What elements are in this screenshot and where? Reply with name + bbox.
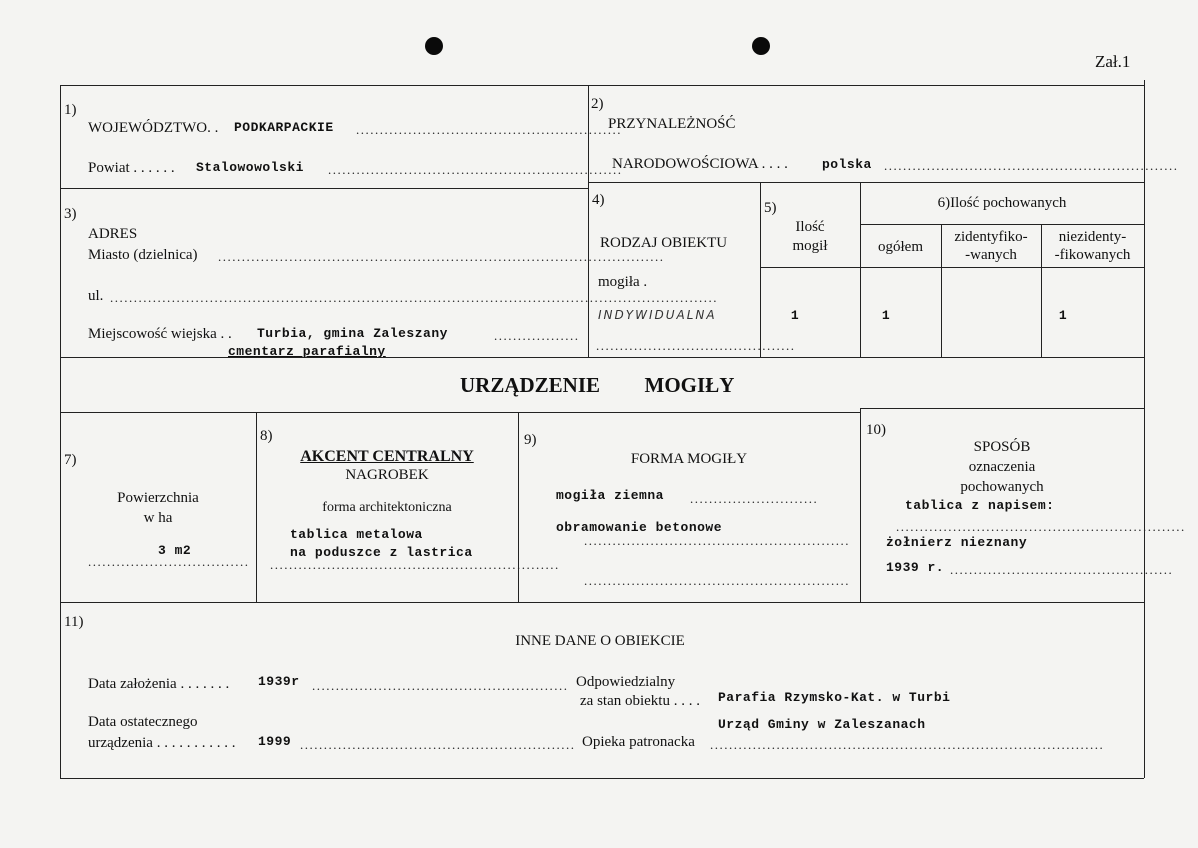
dotted-line: ........................................................ bbox=[584, 533, 850, 548]
nagrobek-value-line-1: tablica metalowa bbox=[290, 527, 423, 542]
sposob-value-line-3: 1939 r. bbox=[886, 560, 945, 575]
akcent-centralny-title: AKCENT CENTRALNY bbox=[300, 448, 474, 465]
zidentyfikowanych-line-2: -wanych bbox=[965, 247, 1017, 263]
forma-mogily-value-line-2: obramowanie betonowe bbox=[556, 520, 723, 535]
powierzchnia-value: 3 m2 bbox=[158, 543, 192, 558]
niezidentyfikowanych-value: 1 bbox=[1058, 308, 1068, 323]
miejscowosc-label: Miejscowość wiejska . . bbox=[88, 326, 232, 342]
forma-mogily-value-line-1: mogiła ziemna bbox=[556, 488, 664, 503]
narodowosc-label-1: PRZYNALEŻNOŚĆ bbox=[608, 116, 736, 132]
section-number: 11) bbox=[64, 614, 84, 630]
sposob-value-line-1: tablica z napisem: bbox=[905, 498, 1055, 513]
section-number: 8) bbox=[260, 428, 273, 444]
urzadzenie-mogily-heading bbox=[460, 373, 734, 398]
dotted-line: .............................................................................................. bbox=[218, 249, 665, 264]
powiat-value: Stalowowolski bbox=[196, 160, 304, 175]
wojewodztwo-label: WOJEWÓDZTWO. . bbox=[88, 120, 219, 136]
dotted-line: ........................................................ bbox=[584, 573, 850, 588]
heading-part-2: MOGIŁY bbox=[644, 373, 735, 397]
miasto-label: Miasto (dzielnica) bbox=[88, 247, 198, 263]
column-header-niezidentyfikowanych bbox=[1041, 228, 1144, 264]
nagrobek-value-line-2: na poduszce z lastrica bbox=[290, 545, 473, 560]
oznaczenia-label: oznaczenia bbox=[968, 459, 1036, 475]
wojewodztwo-value: PODKARPACKIE bbox=[234, 120, 334, 135]
dotted-line: ............................................... bbox=[950, 562, 1174, 577]
punch-hole-left bbox=[425, 37, 443, 55]
dotted-line: ............................................................. bbox=[896, 519, 1186, 534]
odpowiedzialny-label-2: za stan obiektu . . . . bbox=[580, 693, 700, 709]
dotted-line: .................. bbox=[494, 328, 580, 343]
data-ostatecznego-value: 1999 bbox=[258, 734, 292, 749]
dotted-line: .............................................................. bbox=[884, 158, 1179, 173]
nagrobek-subtitle: NAGROBEK bbox=[345, 467, 429, 483]
dotted-line: .............................................................. bbox=[328, 162, 623, 177]
punch-hole-right bbox=[752, 37, 770, 55]
narodowosc-label-2: NARODOWOŚCIOWA . . . . bbox=[612, 156, 788, 172]
powiat-label: Powiat . . . . . . bbox=[88, 160, 175, 176]
dotted-line: .................................. bbox=[88, 554, 250, 569]
data-ostatecznego-label-2: urządzenia . . . . . . . . . . . bbox=[88, 735, 236, 751]
dotted-line: ................................................................................... bbox=[710, 737, 1105, 752]
heading-part-1: URZĄDZENIE bbox=[460, 373, 601, 397]
ilosc-mogil-value: 1 bbox=[790, 308, 800, 323]
section-number: 5) bbox=[764, 200, 777, 216]
niezidentyfikowanych-line-2: -fikowanych bbox=[1054, 247, 1131, 263]
ilosc-label: Ilość bbox=[795, 219, 825, 235]
rodzaj-obiektu-value: INDYWIDUALNA bbox=[598, 308, 717, 322]
rodzaj-obiektu-label: RODZAJ OBIEKTU bbox=[600, 235, 728, 251]
section-number: 7) bbox=[64, 452, 77, 468]
mogil-label: mogił bbox=[792, 238, 828, 254]
ul-label: ul. bbox=[88, 288, 104, 304]
section-number: 4) bbox=[592, 192, 605, 208]
miejscowosc-value-line2: cmentarz parafialny bbox=[228, 344, 386, 359]
opieka-patronacka-value: Urząd Gminy w Zaleszanach bbox=[718, 717, 926, 732]
column-header-zidentyfikowanych bbox=[941, 228, 1041, 264]
dotted-line: ........................................................ bbox=[356, 122, 622, 137]
dotted-line: ...................................................... bbox=[312, 678, 569, 693]
pochowanych-label: pochowanych bbox=[960, 479, 1044, 495]
dotted-line: ........................... bbox=[690, 491, 819, 506]
adres-label: ADRES bbox=[88, 226, 138, 242]
w-ha-label: w ha bbox=[143, 510, 173, 526]
section-number: 9) bbox=[524, 432, 537, 448]
inne-dane-title: INNE DANE O OBIEKCIE bbox=[515, 633, 685, 649]
sposob-label: SPOSÓB bbox=[973, 439, 1031, 455]
data-zalozenia-value: 1939r bbox=[258, 674, 300, 689]
section-number: 2) bbox=[591, 96, 604, 112]
forma-mogily-label: FORMA MOGIŁY bbox=[630, 451, 748, 467]
mogila-label: mogiła . bbox=[598, 274, 648, 290]
dotted-line: ................................................................................................................................ bbox=[110, 290, 718, 305]
sposob-value-line-2: żołnierz nieznany bbox=[886, 535, 1028, 550]
niezidentyfikowanych-line-1: niezidenty- bbox=[1058, 229, 1127, 245]
dotted-line: .......................................................... bbox=[300, 737, 576, 752]
odpowiedzialny-label-1: Odpowiedzialny bbox=[576, 674, 676, 690]
attachment-label: Zał.1 bbox=[1095, 52, 1131, 71]
data-ostatecznego-label-1: Data ostatecznego bbox=[88, 714, 198, 730]
opieka-patronacka-label: Opieka patronacka bbox=[582, 734, 695, 750]
section-number: 1) bbox=[64, 102, 77, 118]
zidentyfikowanych-line-1: zidentyfiko- bbox=[954, 229, 1028, 245]
dotted-line: .......................................... bbox=[596, 338, 796, 353]
narodowosc-value: polska bbox=[822, 157, 872, 172]
ilosc-pochowanych-header: 6)Ilość pochowanych bbox=[937, 195, 1067, 211]
powierzchnia-label: Powierzchnia bbox=[117, 490, 199, 506]
column-header-ogolem: ogółem bbox=[878, 239, 923, 255]
forma-architektoniczna-label: forma architektoniczna bbox=[322, 500, 452, 515]
section-number: 3) bbox=[64, 206, 77, 222]
dotted-line: ............................................................. bbox=[270, 557, 560, 572]
ogolem-value: 1 bbox=[881, 308, 891, 323]
section-number: 10) bbox=[866, 422, 886, 438]
odpowiedzialny-value: Parafia Rzymsko-Kat. w Turbi bbox=[718, 690, 951, 705]
miejscowosc-value: Turbia, gmina Zaleszany bbox=[257, 326, 448, 341]
data-zalozenia-label: Data założenia . . . . . . . bbox=[88, 676, 230, 692]
